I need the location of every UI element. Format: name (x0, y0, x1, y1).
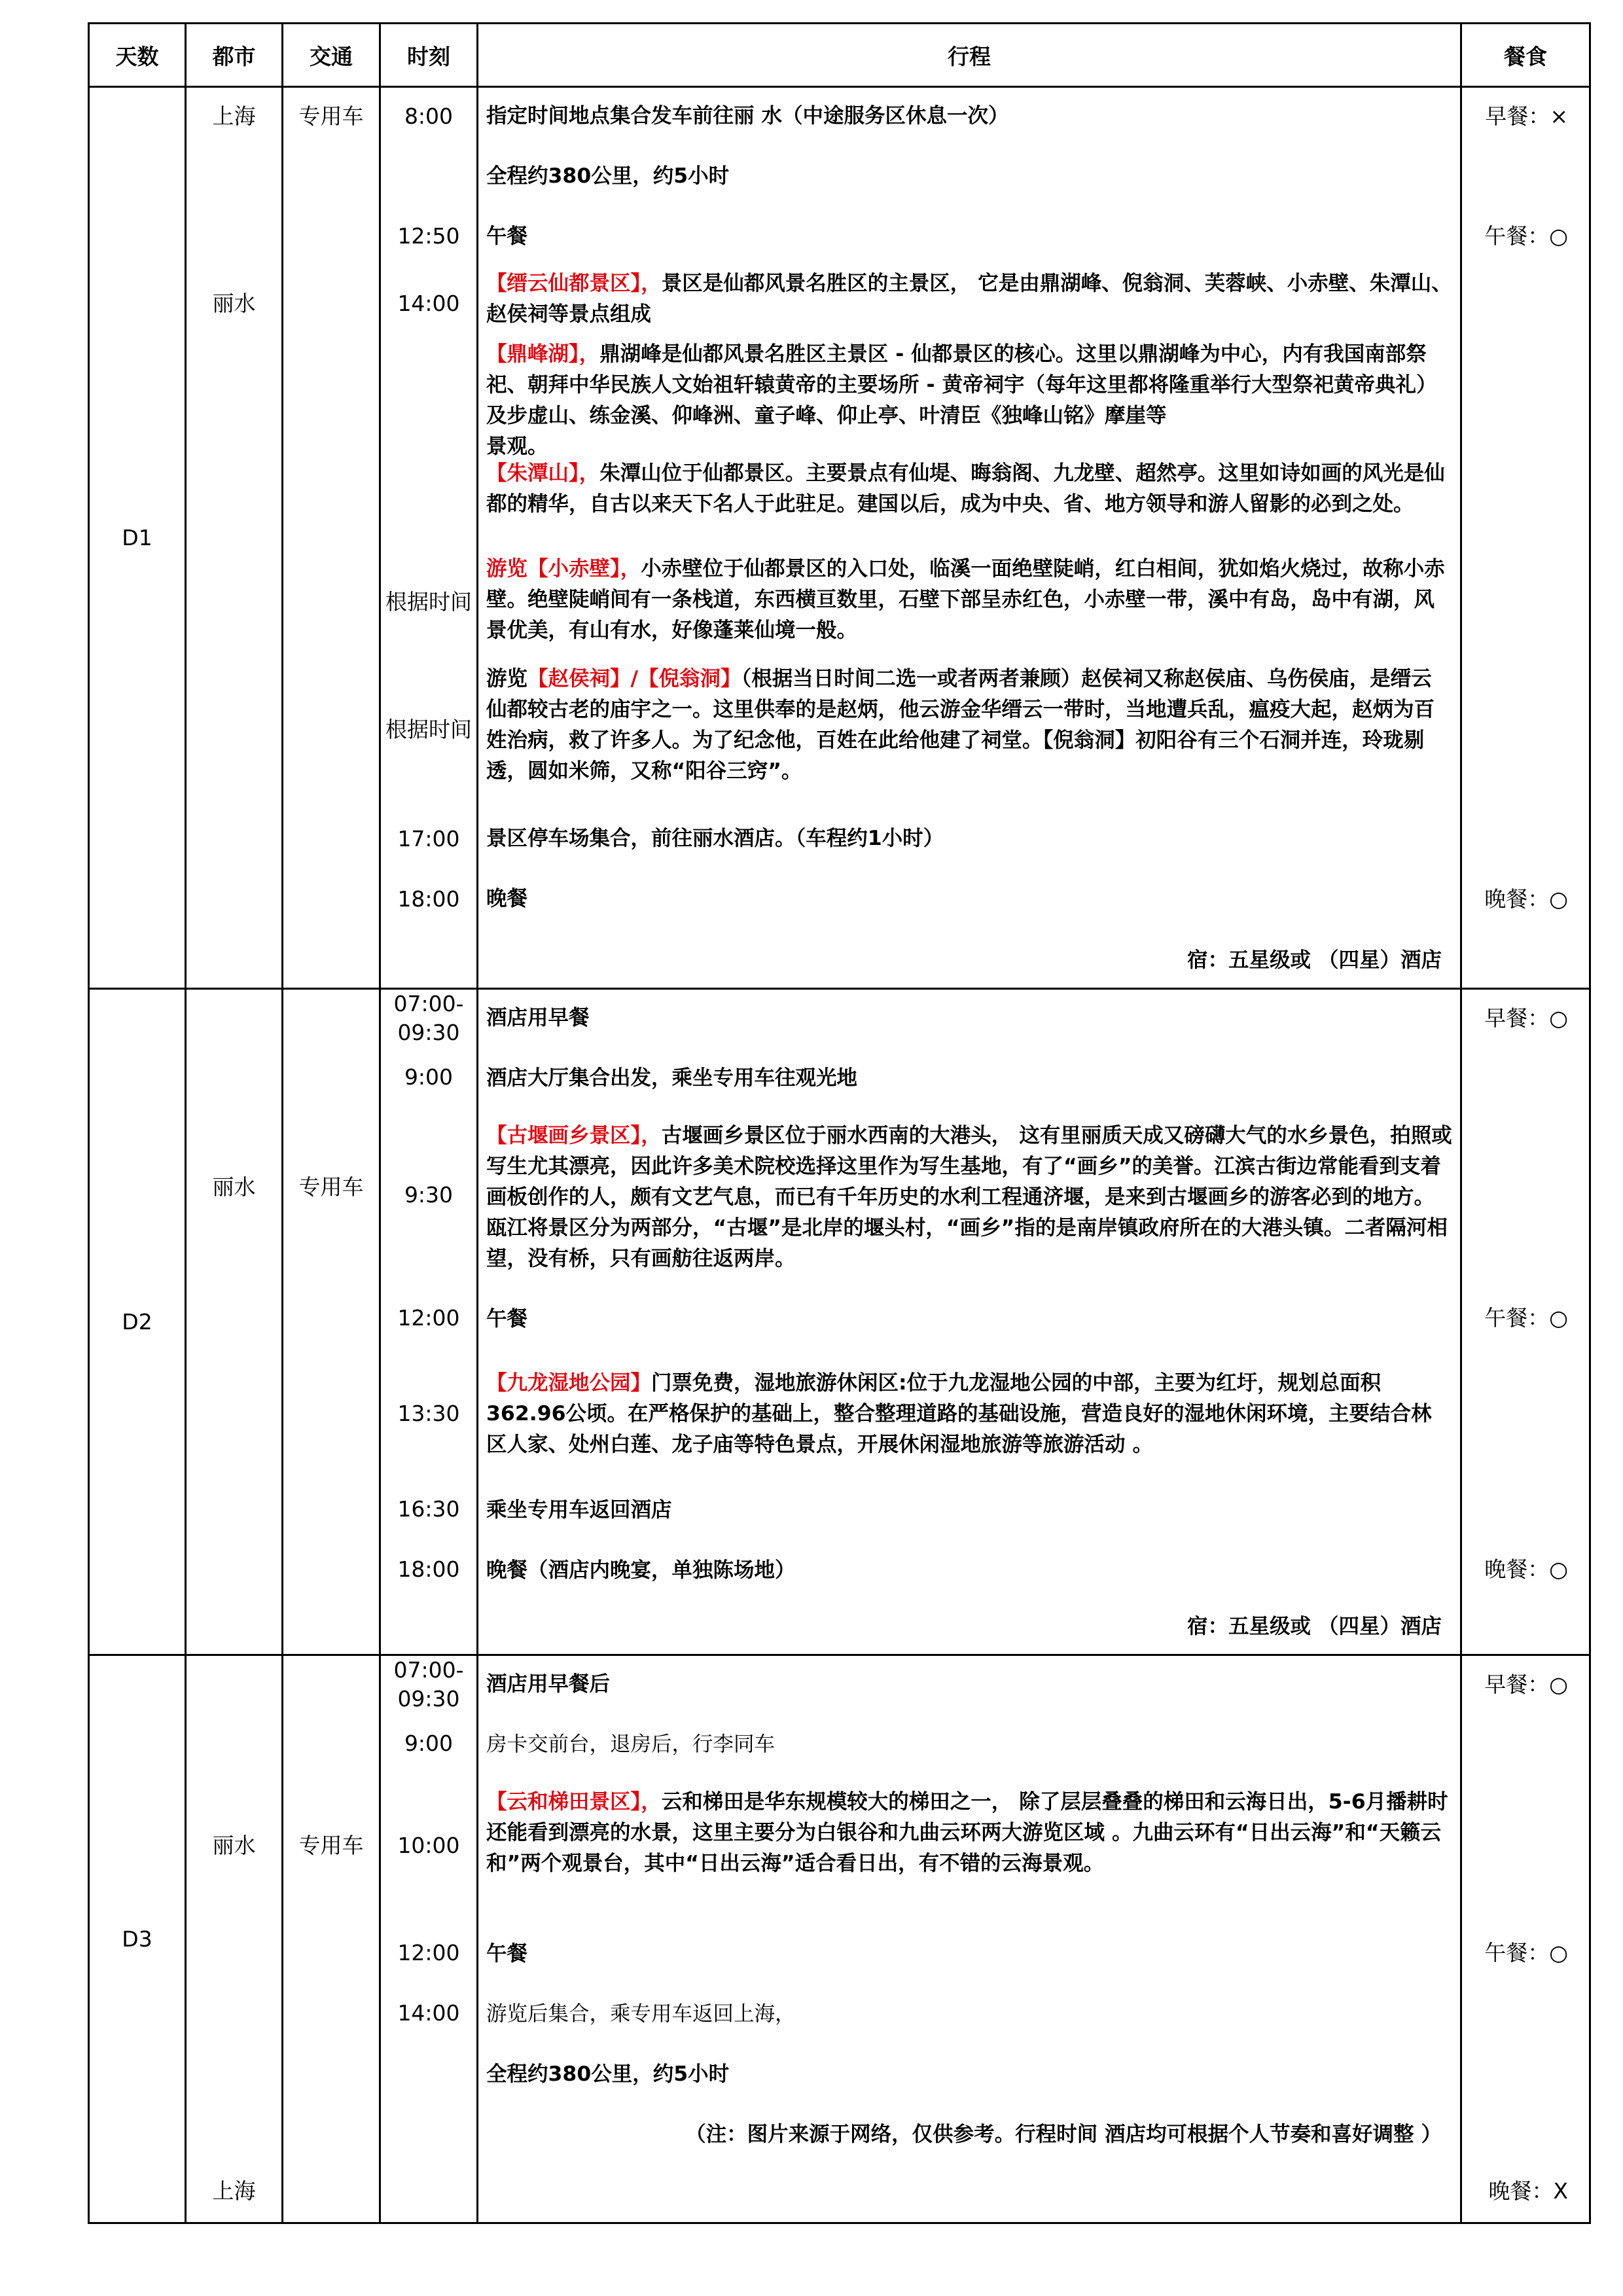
accommodation-note: 宿：五星级或 （四星）酒店 (1187, 948, 1442, 972)
scenic-paragraph (478, 1121, 1460, 1274)
city-name: 丽水 (212, 1833, 256, 1858)
itinerary-line: 酒店用早餐后 (486, 1672, 611, 1696)
transport-cell (283, 1655, 380, 2223)
time-label: 17:00 (397, 826, 460, 852)
scenic-text: 景观。 (486, 435, 548, 458)
meal-breakfast: 早餐：○ (1484, 1005, 1568, 1031)
city-name: 上海 (212, 2178, 256, 2204)
time-label: 根据时间 (385, 717, 472, 742)
itinerary-cell (478, 1655, 1461, 2223)
day-row-d1 (89, 87, 1590, 989)
meal-lunch: 午餐：○ (1484, 223, 1568, 249)
scenic-title: 游览【小赤壁】， (486, 557, 641, 581)
time-label: 14:00 (397, 291, 460, 316)
city-cell (186, 87, 283, 989)
scenic-paragraph (478, 339, 1460, 462)
city-name: 丽水 (212, 291, 256, 316)
day-label: D2 (89, 989, 186, 1655)
transport-label: 专用车 (298, 103, 364, 129)
itinerary-line: 全程约380公里，约5小时 (486, 164, 730, 188)
time-label: 12:00 (397, 1940, 460, 1965)
day-row-d2 (89, 989, 1590, 1655)
scenic-text: （根据当日时间二选一或者两者兼顾）赵侯祠又称赵侯庙、乌伤侯庙，是缙云仙都较古老的庙宇之一。这里供奉的是赵炳，他云游金华缙云一带时，当地遭兵乱，瘟疫大起，赵炳为百姓治病，救了许多人。为了纪念他，百姓在此给他建了祠堂。【倪翁洞】初阳谷有三个石洞并连，玲珑剔透，圆如米筛，又称“阳谷三窍”。 (486, 667, 1435, 783)
itinerary-line: 房卡交前台，退房后，行李同车 (486, 1732, 776, 1756)
time-label: 根据时间 (385, 589, 472, 615)
meal-cell (1461, 989, 1590, 1655)
transport-label: 专用车 (298, 1174, 364, 1200)
time-label: 9:30 (404, 1182, 454, 1208)
time-label: 07:00- (393, 991, 464, 1016)
scenic-title: 【鼎峰湖】， (486, 342, 600, 366)
scenic-text: 朱潭山位于仙都景区。主要景点有仙堤、晦翁阁、九龙壁、超然亭。这里如诗如画的风光是仙都的精华，自古以来天下名人于此驻足。建国以后，成为中央、省、地方领导和游人留影的必到之处。 (486, 461, 1445, 516)
meal-cell (1461, 1655, 1590, 2223)
time-label: 18:00 (397, 886, 460, 912)
time-label: 9:00 (404, 1064, 454, 1090)
itinerary-line: 晚餐 (486, 887, 528, 910)
meal-breakfast: 早餐：× (1485, 103, 1568, 129)
time-label: 07:00- (393, 1657, 464, 1683)
meal-lunch: 午餐：○ (1484, 1305, 1568, 1331)
scenic-text: 景区是仙都风景名胜区的主景区， 它是由鼎湖峰、倪翁洞、芙蓉峡、小赤壁、朱潭山、赵侯祠等景点组成 (486, 272, 1452, 326)
scenic-text: 鼎湖峰是仙都风景名胜区主景区 - 仙都景区的核心。这里以鼎湖峰为中心，内有我国南部祭祀、朝拜中华民族人文始祖轩辕黄帝的主要场所 - 黄帝祠宇（每年这里都将隆重举行大型祭祀黄帝典礼）及步虚山、练金溪、仰峰洲、童子峰、仰止亭、叶清臣《独峰山铭》摩崖等 (486, 342, 1437, 427)
time-label: 09:30 (397, 1020, 460, 1045)
time-cell (380, 1655, 478, 2223)
itinerary-cell (478, 989, 1461, 1655)
scenic-paragraph (478, 1787, 1460, 1879)
scenic-paragraph (478, 664, 1460, 787)
time-label: 14:00 (397, 2000, 460, 2026)
itinerary-line: 全程约380公里，约5小时 (486, 2062, 730, 2086)
scenic-title: 【赵侯祠】/ (527, 667, 639, 691)
time-label: 10:00 (397, 1833, 460, 1858)
scenic-paragraph (478, 268, 1460, 330)
itinerary-cell (478, 87, 1461, 989)
meal-cell (1461, 87, 1590, 989)
scenic-text: 古堰画乡景区位于丽水西南的大港头， 这有里丽质天成又磅礴大气的水乡景色，拍照或写生尤其漂亮，因此许多美术院校选择这里作为写生基地，有了“画乡”的美誉。江滨古街边常能看到支着画板创作的人，颇有文艺气息，而已有千年历史的水利工程通济堰，是来到古堰画乡的游客必到的地方。瓯江将景区分为两部分，“古堰”是北岸的堰头村，“画乡”指的是南岸镇政府所在的大港头镇。二者隔河相望，没有桥，只有画舫往返两岸。 (486, 1124, 1452, 1270)
time-cell (380, 87, 478, 989)
scenic-title: 【九龙湿地公园】 (486, 1371, 652, 1395)
city-cell (186, 989, 283, 1655)
scenic-text: 门票免费，湿地旅游休闲区:位于九龙湿地公园的中部，主要为红圩，规划总面积362.96公顷。在严格保护的基础上，整合整理道路的基础设施，营造良好的湿地休闲环境，主要结合林区人家、处州白莲、龙子庙等特色景点，开展休闲湿地旅游等旅游活动 。 (486, 1371, 1432, 1456)
time-label: 13:30 (397, 1401, 460, 1426)
itinerary-line: 酒店大厅集合出发，乘坐专用车往观光地 (486, 1066, 858, 1090)
footnote: （注：图片来源于网络，仅供参考。行程时间 酒店均可根据个人节奏和喜好调整 ） (685, 2123, 1442, 2146)
time-label: 12:00 (397, 1305, 460, 1331)
itinerary-line: 晚餐（酒店内晚宴，单独陈场地） (486, 1558, 796, 1582)
scenic-text: 云和梯田是华东规模较大的梯田之一， 除了层层叠叠的梯田和云海日出，5-6月播耕时还能看到漂亮的水景，这里主要分为白银谷和九曲云环两大游览区域 。九曲云环有“日出云海”和“天籁云和”两个观景台，其中“日出云海”适合看日出，有不错的云海景观。 (486, 1790, 1448, 1875)
city-cell (186, 1655, 283, 2223)
itinerary-line: 游览后集合，乘专用车返回上海， (486, 2002, 796, 2026)
scenic-text: 小赤壁位于仙都景区的入口处，临溪一面绝壁陡峭，红白相间，犹如焰火烧过，故称小赤壁。绝壁陡峭间有一条栈道，东西横亘数里，石壁下部呈赤红色，小赤壁一带，溪中有岛，岛中有湖，风景优美，有山有水，好像蓬莱仙境一般。 (486, 557, 1445, 642)
itinerary-table (88, 22, 1591, 2224)
itinerary-line: 午餐 (486, 1942, 528, 1965)
transport-cell (283, 87, 380, 989)
day-row-d3 (89, 1655, 1590, 2223)
itinerary-line: 指定时间地点集合发车前往丽 水（中途服务区休息一次） (486, 104, 1009, 128)
transport-label: 专用车 (298, 1833, 364, 1858)
time-label: 12:50 (397, 223, 460, 249)
day-label: D1 (89, 87, 186, 989)
header-row (89, 24, 1590, 87)
meal-dinner: 晚餐：○ (1484, 1556, 1568, 1582)
header-transport: 交通 (283, 24, 380, 87)
day-label: D3 (89, 1655, 186, 2223)
time-cell (380, 989, 478, 1655)
scenic-paragraph (478, 458, 1460, 520)
scenic-title: 【云和梯田景区】， (486, 1790, 662, 1814)
time-label: 8:00 (404, 103, 454, 129)
meal-breakfast: 早餐：○ (1484, 1672, 1568, 1697)
meal-lunch: 午餐：○ (1484, 1940, 1568, 1965)
scenic-text: 游览 (486, 667, 528, 691)
time-label: 18:00 (397, 1556, 460, 1582)
itinerary-line: 乘坐专用车返回酒店 (486, 1498, 672, 1522)
itinerary-line: 午餐 (486, 224, 528, 248)
itinerary-line: 酒店用早餐 (486, 1006, 590, 1030)
scenic-title: 【朱潭山】， (486, 461, 600, 485)
header-meals: 餐食 (1461, 24, 1590, 87)
itinerary-line: 午餐 (486, 1307, 528, 1331)
time-label: 16:30 (397, 1496, 460, 1522)
accommodation-note: 宿：五星级或 （四星）酒店 (1187, 1615, 1442, 1638)
scenic-title: 【倪翁洞】 (638, 667, 741, 691)
city-name: 丽水 (212, 1174, 256, 1200)
itinerary-line: 景区停车场集合，前往丽水酒店。（车程约1小时） (486, 827, 944, 850)
city-name: 上海 (212, 103, 256, 129)
meal-dinner: 晚餐：○ (1484, 886, 1568, 912)
scenic-title: 【缙云仙都景区】， (486, 272, 662, 295)
transport-cell (283, 989, 380, 1655)
header-day: 天数 (89, 24, 186, 87)
header-city: 都市 (186, 24, 283, 87)
meal-dinner: 晚餐：X (1488, 2178, 1568, 2204)
time-label: 09:30 (397, 1686, 460, 1712)
time-label: 9:00 (404, 1731, 454, 1756)
scenic-paragraph (478, 1368, 1460, 1460)
header-time: 时刻 (380, 24, 478, 87)
scenic-paragraph (478, 554, 1460, 646)
header-itinerary: 行程 (478, 24, 1461, 87)
scenic-title: 【古堰画乡景区】， (486, 1124, 662, 1147)
